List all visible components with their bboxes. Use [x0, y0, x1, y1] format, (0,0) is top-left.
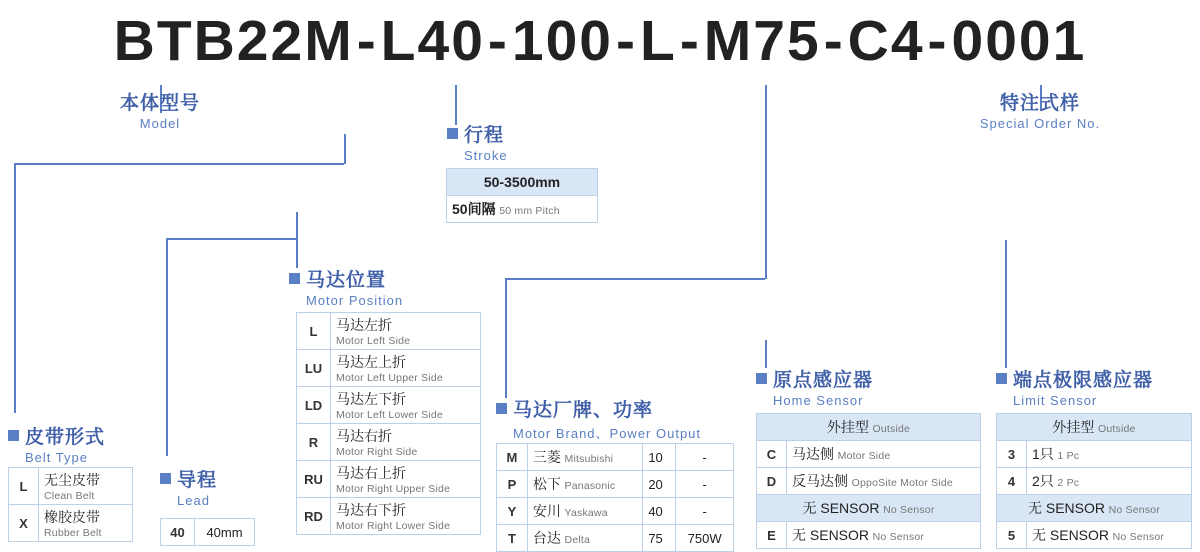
- square-bullet-icon: [160, 473, 171, 484]
- motor-pos-en: Motor Left Side: [336, 335, 411, 347]
- heading-home-sensor-cn: 原点感应器: [773, 370, 874, 391]
- motor-power-value: 750W: [676, 525, 734, 552]
- heading-motor-pos-cn: 马达位置: [306, 270, 387, 291]
- limit-sensor-en: No Sensor: [1112, 531, 1165, 543]
- table-row: [161, 519, 255, 546]
- belt-desc-cn: 橡胶皮带: [44, 509, 100, 525]
- limit-sensor-en: 2 Pc: [1057, 477, 1080, 489]
- heading-stroke: [447, 120, 508, 163]
- motor-position-table: [296, 312, 481, 535]
- limit-sensor-cn: 1只: [1032, 446, 1054, 462]
- home-sensor-band: [757, 414, 981, 441]
- code-part: 40: [417, 9, 485, 73]
- heading-belt-cn: 皮带形式: [25, 427, 106, 448]
- belt-desc: [39, 505, 133, 542]
- home-sensor-band-nosensor: [757, 495, 981, 522]
- heading-motor-brand-cn: 马达厂牌、功率: [513, 400, 654, 421]
- motor-pos-en: Motor Left Lower Side: [336, 409, 443, 421]
- motor-brand-name: [527, 444, 642, 471]
- motor-power-code: 20: [643, 471, 676, 498]
- belt-desc-cn: 无尘皮带: [44, 472, 100, 488]
- table-row: [297, 424, 481, 461]
- belt-desc-en: Clean Belt: [44, 490, 95, 502]
- leader-line: [1005, 240, 1007, 342]
- leader-line: [1005, 340, 1007, 368]
- table-row: [297, 387, 481, 424]
- home-sensor-desc: [787, 468, 981, 495]
- stroke-pitch: [447, 196, 598, 223]
- motor-pos-desc: [331, 424, 481, 461]
- table-row: [997, 495, 1192, 522]
- heading-special-cn: 特注式样: [999, 93, 1080, 114]
- motor-brand-en: Panasonic: [564, 480, 616, 492]
- limit-sensor-table: [996, 413, 1192, 549]
- leader-line: [14, 163, 344, 165]
- home-sensor-table: [756, 413, 981, 549]
- table-row: [997, 441, 1192, 468]
- motor-pos-en: Motor Left Upper Side: [336, 372, 443, 384]
- heading-belt-en: Belt Type: [25, 450, 88, 465]
- square-bullet-icon: [756, 373, 767, 384]
- code-part: M75: [703, 9, 821, 73]
- leader-line: [344, 134, 346, 164]
- table-row: [497, 525, 734, 552]
- table-row: [757, 495, 981, 522]
- code-part: -: [487, 9, 509, 73]
- motor-pos-cn: 马达左下折: [336, 391, 406, 407]
- belt-key: X: [9, 505, 39, 542]
- heading-lead-cn: 导程: [177, 470, 218, 491]
- home-sensor-key: E: [757, 522, 787, 549]
- motor-power-value: -: [676, 471, 734, 498]
- motor-pos-key: R: [297, 424, 331, 461]
- motor-pos-key: RD: [297, 498, 331, 535]
- limit-sensor-band2-en: No Sensor: [1108, 504, 1161, 516]
- motor-power-code: 40: [643, 498, 676, 525]
- stroke-range: 50-3500mm: [447, 169, 598, 196]
- leader-line: [455, 85, 457, 125]
- leader-line: [296, 238, 298, 268]
- belt-type-table: [8, 467, 133, 542]
- home-sensor-cn: 无 SENSOR: [792, 527, 870, 543]
- motor-brand-key: P: [497, 471, 528, 498]
- motor-brand-name: [527, 525, 642, 552]
- heading-motor-position: [289, 265, 403, 308]
- heading-limit-sensor-en: Limit Sensor: [1013, 393, 1098, 408]
- motor-pos-cn: 马达右下折: [336, 502, 406, 518]
- heading-limit-sensor: [996, 365, 1153, 408]
- table-row: [497, 471, 734, 498]
- square-bullet-icon: [996, 373, 1007, 384]
- limit-sensor-band-nosensor: [997, 495, 1192, 522]
- stroke-pitch-cn: 50间隔: [452, 201, 496, 217]
- motor-brand-key: T: [497, 525, 528, 552]
- leader-line: [505, 278, 507, 398]
- motor-pos-desc: [331, 387, 481, 424]
- table-row: [497, 498, 734, 525]
- motor-brand-cn: 台达: [532, 530, 561, 546]
- heading-home-sensor-en: Home Sensor: [773, 393, 864, 408]
- code-part: -: [616, 9, 637, 73]
- home-sensor-desc: [787, 441, 981, 468]
- limit-sensor-key: 5: [997, 522, 1027, 549]
- code-part: 0001: [951, 9, 1087, 73]
- limit-sensor-cn: 无 SENSOR: [1032, 527, 1110, 543]
- table-row: [297, 461, 481, 498]
- code-part: L: [639, 9, 677, 73]
- lead-value: 40mm: [195, 519, 255, 546]
- leader-line: [166, 238, 168, 456]
- home-sensor-desc: [787, 522, 981, 549]
- square-bullet-icon: [447, 128, 458, 139]
- heading-home-sensor: [756, 365, 873, 408]
- code-part: C: [847, 9, 891, 73]
- table-row: [997, 522, 1192, 549]
- motor-brand-en: Mitsubishi: [564, 453, 614, 465]
- stroke-pitch-en: 50 mm Pitch: [499, 205, 560, 217]
- lead-table: [160, 518, 255, 546]
- code-part: -: [823, 9, 845, 73]
- motor-power-value: -: [676, 498, 734, 525]
- limit-sensor-desc: [1027, 468, 1192, 495]
- home-sensor-en: OppoSite Motor Side: [851, 477, 953, 489]
- heading-lead: [160, 465, 217, 508]
- table-row: [757, 414, 981, 441]
- table-row: [757, 468, 981, 495]
- motor-brand-key: Y: [497, 498, 528, 525]
- leader-line: [14, 163, 16, 413]
- home-sensor-en: No Sensor: [872, 531, 925, 543]
- leader-line: [765, 340, 767, 368]
- motor-pos-en: Motor Right Side: [336, 446, 418, 458]
- code-part: 100: [511, 9, 613, 73]
- table-row: [297, 350, 481, 387]
- limit-sensor-desc: [1027, 441, 1192, 468]
- heading-belt-type: [8, 422, 105, 465]
- leader-line: [505, 278, 765, 280]
- home-sensor-key: C: [757, 441, 787, 468]
- table-row: [447, 169, 598, 196]
- square-bullet-icon: [496, 403, 507, 414]
- limit-sensor-band2-cn: 无 SENSOR: [1027, 500, 1105, 516]
- motor-brand-cn: 安川: [532, 503, 561, 519]
- motor-power-code: 10: [643, 444, 676, 471]
- heading-lead-en: Lead: [177, 493, 210, 508]
- home-sensor-cn: 反马达侧: [792, 473, 848, 489]
- model-code: [0, 8, 1200, 74]
- belt-desc-en: Rubber Belt: [44, 527, 102, 539]
- home-sensor-band-cn: 外挂型: [826, 419, 869, 435]
- motor-power-code: 75: [643, 525, 676, 552]
- table-row: [997, 414, 1192, 441]
- code-part: 4: [890, 9, 925, 73]
- leader-line: [1005, 240, 1007, 242]
- heading-model-en: Model: [139, 116, 181, 131]
- motor-pos-cn: 马达右上折: [336, 465, 406, 481]
- limit-sensor-en: 1 Pc: [1057, 450, 1080, 462]
- limit-sensor-key: 3: [997, 441, 1027, 468]
- code-part: L: [380, 9, 418, 73]
- motor-brand-name: [527, 498, 642, 525]
- heading-motor-brand-en: Motor Brand、Power Output: [513, 426, 702, 441]
- motor-pos-key: RU: [297, 461, 331, 498]
- motor-pos-desc: [331, 461, 481, 498]
- motor-brand-name: [527, 471, 642, 498]
- table-row: [9, 468, 133, 505]
- limit-sensor-band: [997, 414, 1192, 441]
- square-bullet-icon: [8, 430, 19, 441]
- motor-pos-en: Motor Right Lower Side: [336, 520, 451, 532]
- code-part: -: [927, 9, 949, 73]
- motor-pos-en: Motor Right Upper Side: [336, 483, 451, 495]
- motor-pos-desc: [331, 313, 481, 350]
- leader-line: [296, 212, 298, 239]
- motor-brand-cn: 三菱: [532, 449, 561, 465]
- stroke-table: [446, 168, 598, 223]
- square-bullet-icon: [289, 273, 300, 284]
- limit-sensor-key: 4: [997, 468, 1027, 495]
- motor-brand-table: [496, 443, 734, 552]
- motor-power-value: -: [676, 444, 734, 471]
- limit-sensor-band-cn: 外挂型: [1052, 419, 1095, 435]
- heading-stroke-cn: 行程: [464, 125, 505, 146]
- table-row: [997, 468, 1192, 495]
- motor-pos-desc: [331, 350, 481, 387]
- home-sensor-band2-cn: 无 SENSOR: [802, 500, 880, 516]
- table-row: [297, 498, 481, 535]
- heading-special-order: [950, 88, 1130, 131]
- belt-desc: [39, 468, 133, 505]
- code-part: BTB22M: [113, 9, 354, 73]
- motor-pos-key: LD: [297, 387, 331, 424]
- motor-pos-desc: [331, 498, 481, 535]
- leader-line: [166, 238, 296, 240]
- home-sensor-cn: 马达侧: [792, 446, 834, 462]
- home-sensor-key: D: [757, 468, 787, 495]
- table-row: [297, 313, 481, 350]
- motor-brand-key: M: [497, 444, 528, 471]
- home-sensor-band2-en: No Sensor: [883, 504, 935, 516]
- limit-sensor-desc: [1027, 522, 1192, 549]
- heading-stroke-en: Stroke: [464, 148, 508, 163]
- motor-pos-cn: 马达右折: [336, 428, 392, 444]
- motor-pos-key: L: [297, 313, 331, 350]
- table-row: [757, 522, 981, 549]
- belt-key: L: [9, 468, 39, 505]
- motor-pos-key: LU: [297, 350, 331, 387]
- leader-line: [765, 85, 767, 279]
- lead-key: 40: [161, 519, 195, 546]
- table-row: [447, 196, 598, 223]
- table-row: [9, 505, 133, 542]
- limit-sensor-band-en: Outside: [1098, 423, 1136, 435]
- heading-special-en: Special Order No.: [979, 116, 1101, 131]
- table-row: [757, 441, 981, 468]
- heading-limit-sensor-cn: 端点极限感应器: [1013, 370, 1154, 391]
- motor-brand-en: Yaskawa: [564, 507, 608, 519]
- heading-model-cn: 本体型号: [119, 93, 200, 114]
- limit-sensor-cn: 2只: [1032, 473, 1054, 489]
- table-row: [497, 444, 734, 471]
- motor-brand-en: Delta: [564, 534, 591, 546]
- heading-motor-brand: [496, 395, 701, 442]
- heading-model: [80, 88, 240, 131]
- motor-pos-cn: 马达左折: [336, 317, 392, 333]
- code-part: -: [356, 9, 378, 73]
- heading-motor-pos-en: Motor Position: [306, 293, 404, 308]
- code-part: -: [679, 9, 701, 73]
- motor-brand-cn: 松下: [532, 476, 561, 492]
- home-sensor-band-en: Outside: [872, 423, 911, 435]
- home-sensor-en: Motor Side: [837, 450, 891, 462]
- motor-pos-cn: 马达左上折: [336, 354, 406, 370]
